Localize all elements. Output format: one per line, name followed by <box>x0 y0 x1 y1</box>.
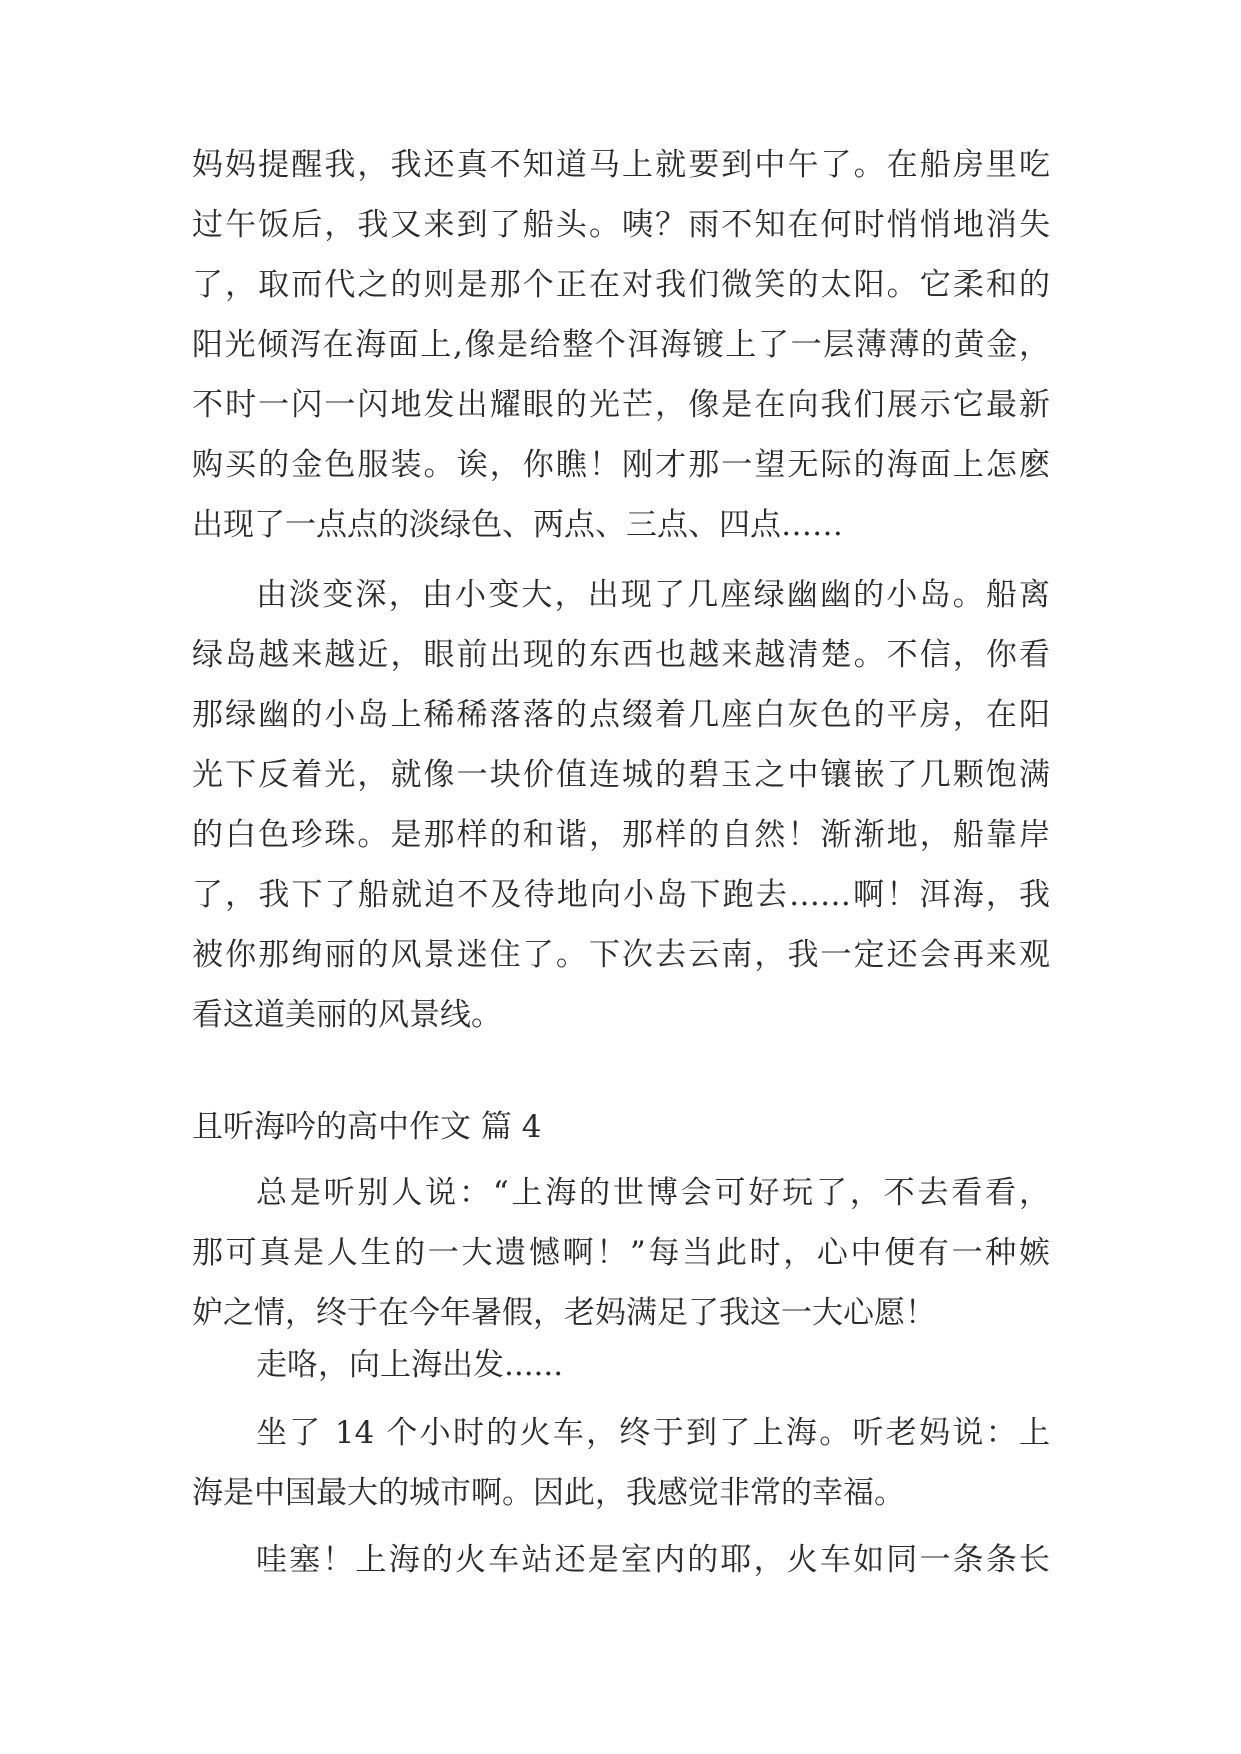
paragraph-5 <box>192 1403 1050 1523</box>
paragraph-line: 出现了一点点的淡绿色、两点、三点、四点…… <box>192 507 843 543</box>
paragraph-line: 被你那绚丽的风景迷住了。下次去云南，我一定还会再来观 <box>192 937 1050 973</box>
paragraph-line: 由淡变深，由小变大，出现了几座绿幽幽的小岛。船离 <box>256 577 1050 613</box>
paragraph-line: 过午饭后，我又来到了船头。咦？雨不知在何时悄悄地消失 <box>192 207 1050 243</box>
paragraph-line: 光下反着光，就像一块价值连城的碧玉之中镶嵌了几颗饱满 <box>192 757 1050 793</box>
paragraph-line: 那可真是人生的一大遗憾啊！”每当此时，心中便有一种嫉 <box>192 1235 1050 1271</box>
paragraph-line: 看这道美丽的风景线。 <box>192 997 502 1033</box>
paragraph-line: 的白色珍珠。是那样的和谐，那样的自然！渐渐地，船靠岸 <box>192 817 1050 853</box>
paragraph-4 <box>192 1335 1050 1395</box>
paragraph-line: 那绿幽的小岛上稀稀落落的点缀着几座白灰色的平房，在阳 <box>192 697 1050 733</box>
paragraph-1 <box>192 135 1050 555</box>
paragraph-line: 购买的金色服装。诶，你瞧！刚才那一望无际的海面上怎麽 <box>192 447 1050 483</box>
paragraph-3 <box>192 1163 1050 1343</box>
paragraph-line: 绿岛越来越近，眼前出现的东西也越来越清楚。不信，你看 <box>192 637 1050 673</box>
paragraph-line: 妈妈提醒我，我还真不知道马上就要到中午了。在船房里吃 <box>192 147 1050 183</box>
paragraph-6 <box>192 1530 1050 1590</box>
paragraph-line: 哇塞！上海的火车站还是室内的耶，火车如同一条条长 <box>256 1542 1050 1578</box>
paragraph-line: 了，我下了船就迫不及待地向小岛下跑去……啊！洱海，我 <box>192 877 1050 913</box>
paragraph-line: 海是中国最大的城市啊。因此，我感觉非常的幸福。 <box>192 1475 905 1511</box>
paragraph-line: 不时一闪一闪地发出耀眼的光芒，像是在向我们展示它最新 <box>192 387 1050 423</box>
paragraph-line: 妒之情，终于在今年暑假，老妈满足了我这一大心愿！ <box>192 1295 936 1331</box>
paragraph-2 <box>192 565 1050 1045</box>
paragraph-line: 阳光倾泻在海面上,像是给整个洱海镀上了一层薄薄的黄金， <box>192 327 1050 363</box>
paragraph-line: 走咯，向上海出发...... <box>256 1347 564 1383</box>
paragraph-line: 坐了 14 个小时的火车，终于到了上海。听老妈说：上 <box>256 1415 1050 1451</box>
section-heading: 且听海吟的高中作文 篇 4 <box>192 1109 542 1145</box>
paragraph-line: 总是听别人说：“上海的世博会可好玩了，不去看看， <box>256 1175 1050 1211</box>
paragraph-line: 了，取而代之的则是那个正在对我们微笑的太阳。它柔和的 <box>192 267 1050 303</box>
